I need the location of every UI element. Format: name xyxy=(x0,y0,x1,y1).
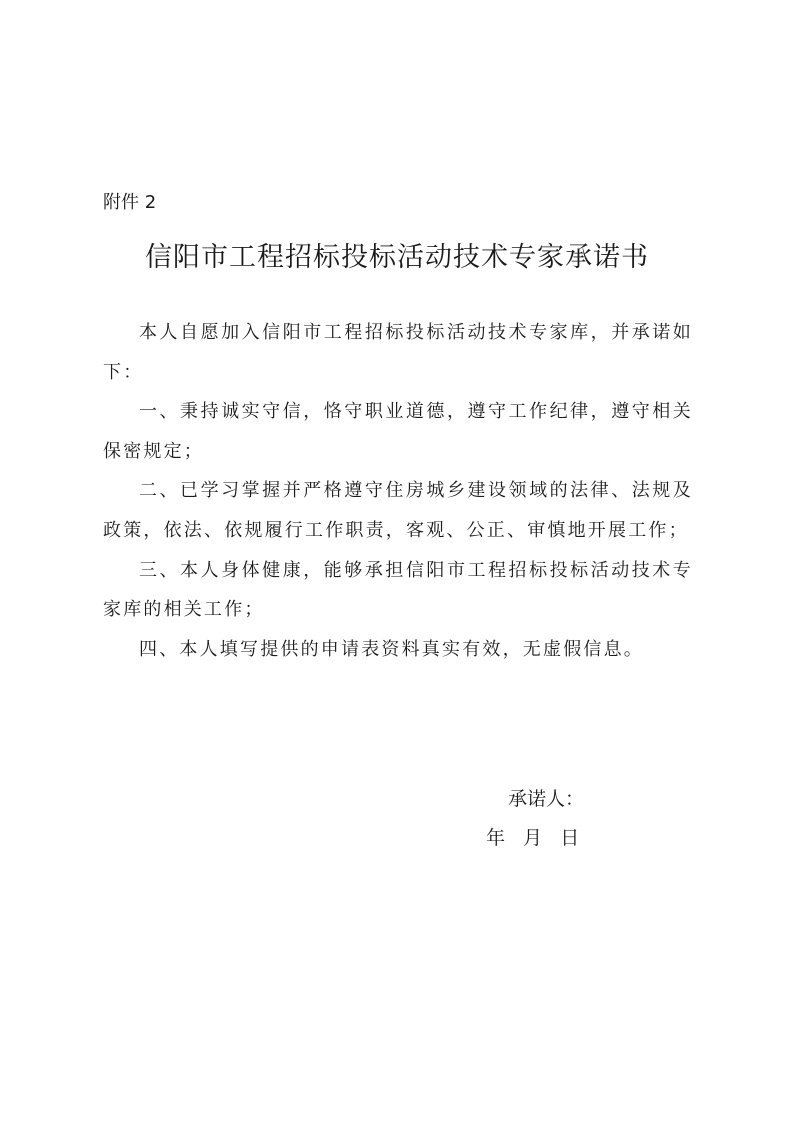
intro-paragraph: 本人自愿加入信阳市工程招标投标活动技术专家库，并承诺如下： xyxy=(103,322,693,383)
attachment-label: 附件 2 xyxy=(103,192,157,213)
document-body xyxy=(103,313,693,669)
document-title: 信阳市工程招标投标活动技术专家承诺书 xyxy=(145,242,649,273)
commitment-item-3: 三、本人身体健康，能够承担信阳市工程招标投标活动技术专家库的相关工作； xyxy=(103,559,693,621)
commitment-item-4: 四、本人填写提供的申请表资料真实有效，无虚假信息。 xyxy=(139,638,644,660)
signer-label: 承诺人： xyxy=(508,788,585,810)
commitment-item-2: 二、已学习掌握并严格遵守住房城乡建设领域的法律、法规及政策，依法、依规履行工作职责，客观、公正、审慎地开展工作； xyxy=(103,480,693,541)
date-line: 年 月 日 xyxy=(486,827,580,849)
commitment-item-1: 一、秉持诚实守信，恪守职业道德，遵守工作纪律，遵守相关保密规定； xyxy=(103,401,693,462)
